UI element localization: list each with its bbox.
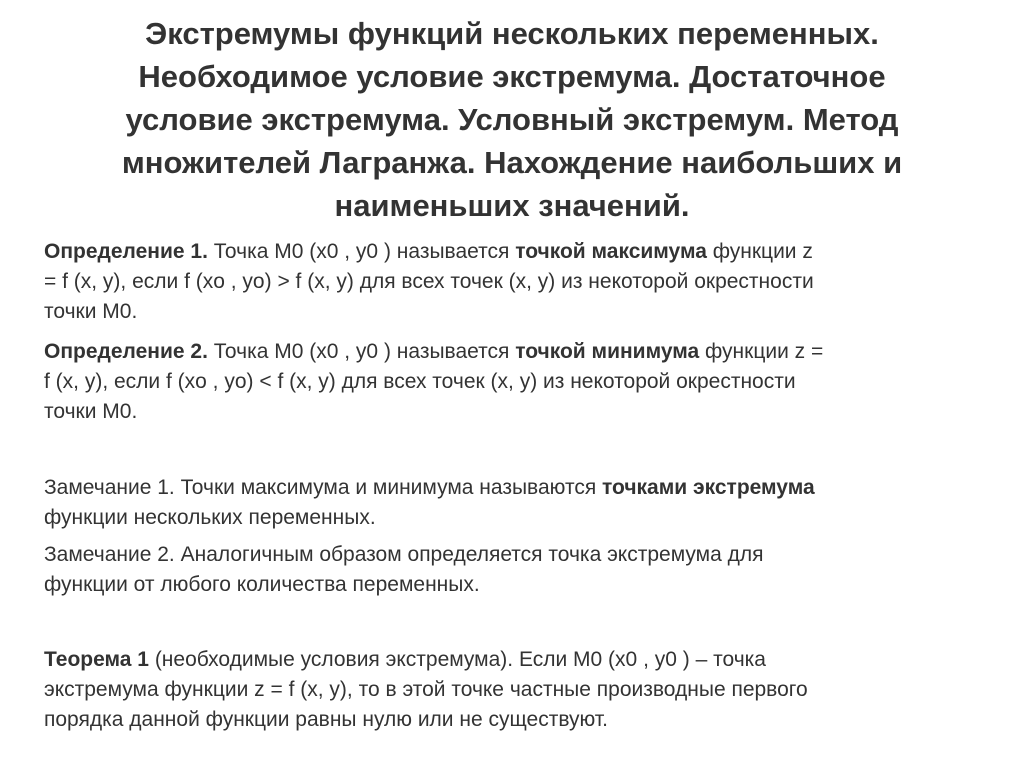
remark-2 bbox=[44, 540, 763, 600]
remark-1-line-2: функции нескольких переменных. bbox=[44, 506, 376, 529]
title-line: Необходимое условие экстремума. Достаточное bbox=[138, 59, 886, 94]
definition-2-line-1 bbox=[44, 337, 823, 367]
theorem-1-label: Теорема 1 bbox=[44, 648, 149, 671]
definition-2-term: точкой минимума bbox=[515, 340, 700, 363]
definition-1 bbox=[44, 237, 814, 327]
title-line: условие экстремума. Условный экстремум. Метод bbox=[125, 102, 899, 137]
title-line: наименьших значений. bbox=[334, 188, 690, 223]
definition-2-label: Определение 2. bbox=[44, 340, 208, 363]
slide-title bbox=[60, 12, 964, 227]
theorem-1-line-3: порядка данной функции равны нулю или не существуют. bbox=[44, 708, 608, 731]
remark-2-line-2: функции от любого количества переменных. bbox=[44, 573, 480, 596]
definition-1-term: точкой максимума bbox=[515, 240, 707, 263]
definition-2-text-end: функции z = bbox=[699, 340, 824, 363]
definition-1-text: Точка М0 (x0 , y0 ) называется bbox=[207, 240, 516, 263]
definition-1-line-1 bbox=[44, 237, 814, 267]
remark-1-text: Замечание 1. Точки максимума и минимума называются bbox=[44, 476, 603, 499]
remark-1 bbox=[44, 473, 815, 533]
theorem-1-line-1 bbox=[44, 645, 808, 675]
title-line: Экстремумы функций нескольких переменных. bbox=[145, 16, 879, 51]
definition-2-text: Точка М0 (x0 , y0 ) называется bbox=[207, 340, 516, 363]
definition-1-line-3: точки М0. bbox=[44, 300, 138, 323]
theorem-1-text: (необходимые условия экстремума). Если М0 (x0 , y0 ) – точка bbox=[148, 648, 766, 671]
theorem-1 bbox=[44, 645, 808, 735]
remark-1-term: точками экстремума bbox=[602, 476, 815, 499]
definition-1-text-end: функции z bbox=[706, 240, 813, 263]
definition-1-line-2: = f (x, y), если f (xo , yo) > f (x, y) для всех точек (x, y) из некоторой окрестности bbox=[44, 270, 814, 293]
theorem-1-line-2: экстремума функции z = f (x, y), то в этой точке частные производные первого bbox=[44, 678, 808, 701]
definition-2 bbox=[44, 337, 823, 427]
definition-1-label: Определение 1. bbox=[44, 240, 208, 263]
definition-2-line-3: точки М0. bbox=[44, 400, 138, 423]
remark-1-line-1 bbox=[44, 473, 815, 503]
definition-2-line-2: f (x, y), если f (xo , yo) < f (x, y) для всех точек (x, y) из некоторой окрестности bbox=[44, 370, 796, 393]
title-line: множителей Лагранжа. Нахождение наибольших и bbox=[121, 145, 903, 180]
remark-2-line-1: Замечание 2. Аналогичным образом определяется точка экстремума для bbox=[44, 543, 764, 566]
